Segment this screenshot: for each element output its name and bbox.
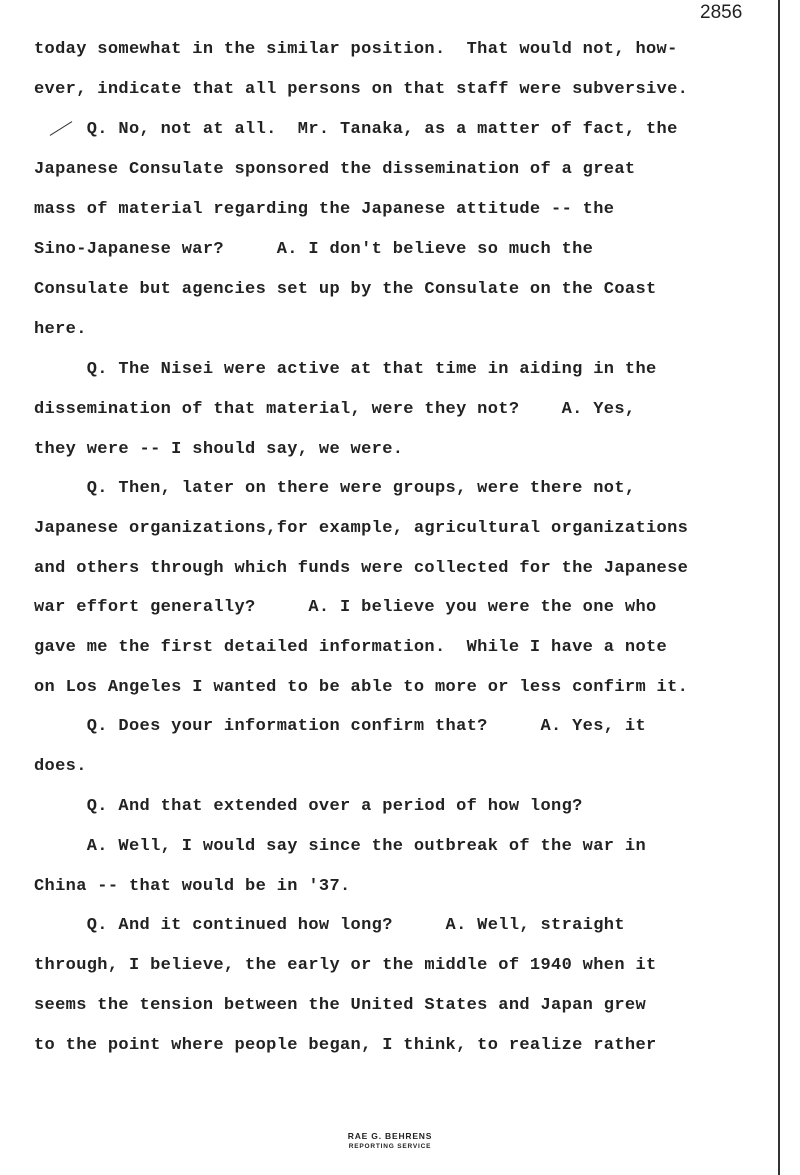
transcript-line: gave me the first detailed information. While I have a note (34, 638, 668, 657)
transcript-line: through, I believe, the early or the middle of 1940 when it (34, 956, 657, 975)
transcript-line: Consulate but agencies set up by the Consulate on the Coast (34, 280, 657, 299)
transcript-line: seems the tension between the United States and Japan grew (34, 996, 646, 1015)
transcript-line: China -- that would be in '37. (34, 877, 351, 896)
transcript-line: dissemination of that material, were they not? A. Yes, (34, 400, 636, 419)
transcript-line: and others through which funds were collected for the Japanese (34, 559, 689, 578)
transcript-line: they were -- I should say, we were. (34, 440, 404, 459)
reporter-footer (0, 1131, 780, 1150)
reporter-name: RAE G. BEHRENS (347, 1131, 433, 1141)
transcript-line: Q. Does your information confirm that? A. Yes, it (34, 717, 646, 736)
transcript-line: Sino-Japanese war? A. I don't believe so much the (34, 240, 594, 259)
transcript-line: today somewhat in the similar position. That would not, how- (34, 40, 678, 59)
transcript-line: A. Well, I would say since the outbreak of the war in (34, 837, 646, 856)
transcript-line: Japanese Consulate sponsored the dissemination of a great (34, 160, 636, 179)
transcript-line: Japanese organizations,for example, agricultural organizations (34, 519, 689, 538)
page-number: 2856 (700, 2, 743, 23)
transcript-line: on Los Angeles I wanted to be able to more or less confirm it. (34, 678, 689, 697)
transcript-line: Q. And that extended over a period of how long? (34, 797, 583, 816)
transcript-line: does. (34, 757, 87, 776)
transcript-line: Q. The Nisei were active at that time in aiding in the (34, 360, 657, 379)
transcript-line: ever, indicate that all persons on that staff were subversive. (34, 80, 689, 99)
transcript-line: Q. Then, later on there were groups, were there not, (34, 479, 636, 498)
transcript-line: Q. And it continued how long? A. Well, straight (34, 916, 625, 935)
transcript-line: Q. No, not at all. Mr. Tanaka, as a matter of fact, the (34, 120, 678, 139)
page-edge-rule (778, 0, 780, 1175)
reporter-service: REPORTING SERVICE (348, 1143, 432, 1150)
transcript-line: to the point where people began, I think, to realize rather (34, 1036, 657, 1055)
transcript-line: here. (34, 320, 87, 339)
transcript-line: mass of material regarding the Japanese attitude -- the (34, 200, 615, 219)
transcript-line: war effort generally? A. I believe you were the one who (34, 598, 657, 617)
